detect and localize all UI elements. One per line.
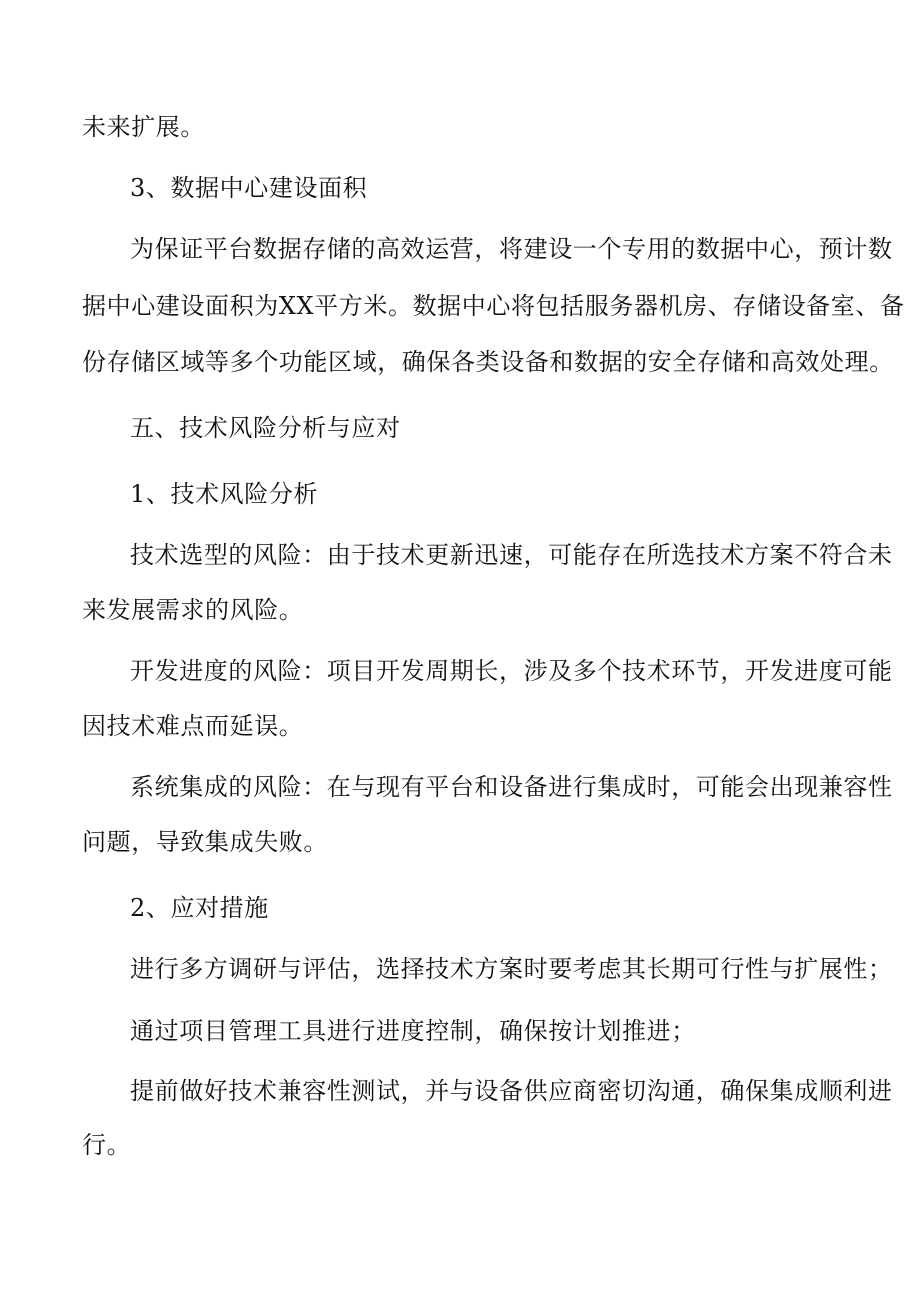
list-item: 提前做好技术兼容性测试，并与设备供应商密切沟通，确保集成顺利进 <box>130 1077 893 1105</box>
paragraph-line: 因技术难点而延误。 <box>82 712 304 740</box>
paragraph-continuation-line: 未来扩展。 <box>82 113 205 141</box>
list-item: 进行多方调研与评估，选择技术方案时要考虑其长期可行性与扩展性； <box>130 955 893 983</box>
section-heading-countermeasures: 2、应对措施 <box>130 894 269 922</box>
list-item-continuation: 行。 <box>82 1131 132 1159</box>
paragraph-line: 问题，导致集成失败。 <box>82 828 328 856</box>
paragraph-line: 开发进度的风险：项目开发周期长，涉及多个技术环节，开发进度可能 <box>130 657 893 685</box>
chapter-heading-tech-risk: 五、技术风险分析与应对 <box>130 414 401 442</box>
paragraph-line: 系统集成的风险：在与现有平台和设备进行集成时，可能会出现兼容性 <box>130 773 893 801</box>
section-heading-risk-analysis: 1、技术风险分析 <box>130 480 319 508</box>
paragraph-line: 据中心建设面积为XX平方米。数据中心将包括服务器机房、存储设备室、备 <box>82 292 905 320</box>
paragraph-line: 为保证平台数据存储的高效运营，将建设一个专用的数据中心，预计数 <box>130 235 893 263</box>
paragraph-line: 技术选型的风险：由于技术更新迅速，可能存在所选技术方案不符合未 <box>130 541 893 569</box>
paragraph-line: 来发展需求的风险。 <box>82 596 304 624</box>
paragraph-line: 份存储区域等多个功能区域，确保各类设备和数据的安全存储和高效处理。 <box>82 348 894 376</box>
section-heading-data-center-area: 3、数据中心建设面积 <box>130 174 368 202</box>
list-item: 通过项目管理工具进行进度控制，确保按计划推进； <box>130 1017 696 1045</box>
